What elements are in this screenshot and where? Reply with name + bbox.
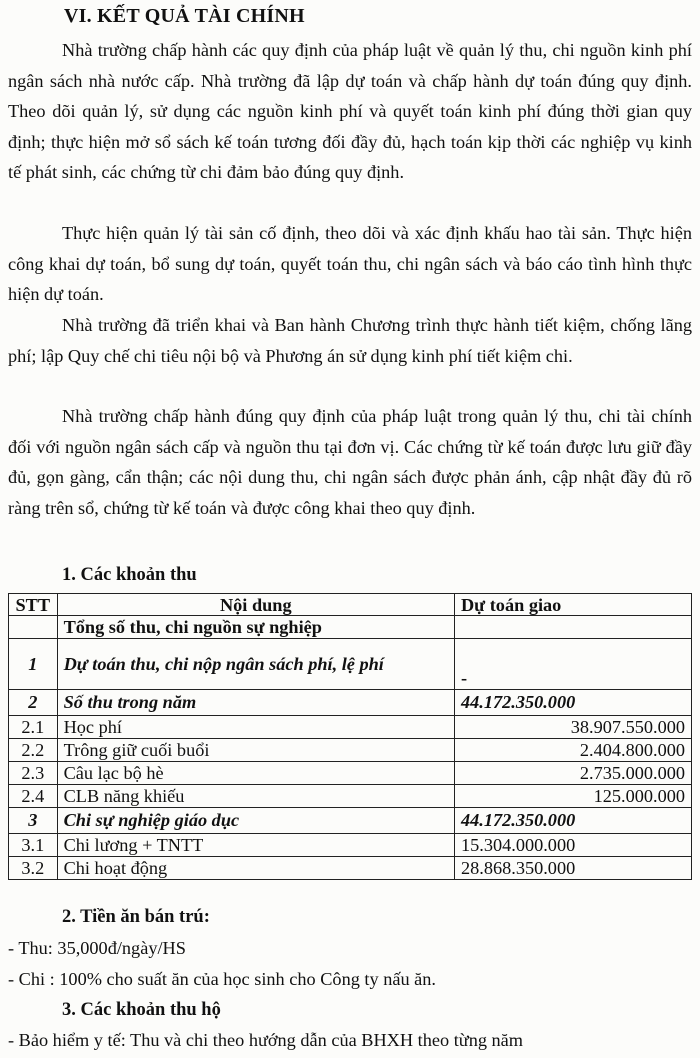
row-content: Chi lương + TNTT: [57, 834, 454, 857]
row-amount: 2.735.000.000: [454, 762, 691, 785]
row-stt: 3: [9, 808, 58, 834]
row-content: Dự toán thu, chi nộp ngân sách phí, lệ phí: [57, 639, 454, 690]
section-3-line-1: - Bảo hiểm y tế: Thu và chi theo hướng dẫn của BHXH theo từng năm: [8, 1030, 524, 1050]
paragraph-1-text: Nhà trường chấp hành các quy định của pháp luật về quản lý thu, chi nguồn kinh phí ngân sách nhà nước cấp. Nhà trường đã lập dự toán và chấp hành dự toán đúng quy định. Theo dõi quản lý, sử dụng các nguồn kinh phí và quyết toán kinh phí đúng thời gian quy định; thực hiện mở sổ sách kế toán tương đối đầy đủ, hạch toán kịp thời các nghiệp vụ kinh tế phát sinh, các chứng từ chi đảm bảo đúng quy định.: [8, 40, 692, 182]
row-content: Chi sự nghiệp giáo dục: [57, 808, 454, 834]
paragraph-4: [8, 401, 692, 523]
row-amount: 125.000.000: [454, 785, 691, 808]
table-row: [9, 716, 692, 739]
row-amount: [454, 616, 691, 639]
row-content: Tổng số thu, chi nguồn sự nghiệp: [57, 616, 454, 639]
row-stt: [9, 616, 58, 639]
row-stt: 3.1: [9, 834, 58, 857]
header-amount: Dự toán giao: [454, 594, 691, 616]
table-row: [9, 739, 692, 762]
row-amount: -: [454, 639, 691, 690]
row-content: Số thu trong năm: [57, 690, 454, 716]
row-content: Học phí: [57, 716, 454, 739]
row-stt: 2.3: [9, 762, 58, 785]
table-header-row: [9, 594, 692, 616]
row-amount: 2.404.800.000: [454, 739, 691, 762]
section-3-title: 3. Các khoản thu hộ: [62, 1000, 221, 1020]
paragraph-1: [8, 35, 692, 188]
section-1-title: 1. Các khoản thu: [62, 565, 197, 585]
row-stt: 2.4: [9, 785, 58, 808]
table-row: [9, 616, 692, 639]
paragraph-2-text: Thực hiện quản lý tài sản cố định, theo dõi và xác định khấu hao tài sản. Thực hiện công khai dự toán, bổ sung dự toán, quyết toán thu, chi ngân sách và báo cáo tình hình thực hiện dự toán.: [8, 223, 692, 304]
header-stt: STT: [9, 594, 58, 616]
header-content: Nội dung: [57, 594, 454, 616]
row-amount: 44.172.350.000: [454, 808, 691, 834]
paragraph-3-text: Nhà trường đã triển khai và Ban hành Chương trình thực hành tiết kiệm, chống lãng phí; lập Quy chế chi tiêu nội bộ và Phương án sử dụng kinh phí tiết kiệm chi.: [8, 315, 692, 366]
row-content: Chi hoạt động: [57, 857, 454, 880]
paragraph-3: [8, 310, 692, 371]
paragraph-2: [8, 218, 692, 310]
table-row: [9, 834, 692, 857]
revenue-table: [8, 593, 692, 880]
row-stt: 1: [9, 639, 58, 690]
row-content: CLB năng khiếu: [57, 785, 454, 808]
row-amount: 38.907.550.000: [454, 716, 691, 739]
row-content: Câu lạc bộ hè: [57, 762, 454, 785]
table-row: [9, 639, 692, 690]
row-stt: 2.1: [9, 716, 58, 739]
table-row: [9, 808, 692, 834]
row-stt: 2: [9, 690, 58, 716]
section-heading: VI. KẾT QUẢ TÀI CHÍNH: [64, 5, 305, 27]
table-row: [9, 857, 692, 880]
row-stt: 3.2: [9, 857, 58, 880]
table-row: [9, 785, 692, 808]
row-stt: 2.2: [9, 739, 58, 762]
table-row: [9, 690, 692, 716]
table-row: [9, 762, 692, 785]
row-amount: 28.868.350.000: [454, 857, 691, 880]
row-content: Trông giữ cuối buổi: [57, 739, 454, 762]
row-amount: 15.304.000.000: [454, 834, 691, 857]
row-amount: 44.172.350.000: [454, 690, 691, 716]
paragraph-4-text: Nhà trường chấp hành đúng quy định của pháp luật trong quản lý thu, chi tài chính đối với nguồn ngân sách cấp và nguồn thu tại đơn vị. Các chứng từ kế toán được lưu giữ đầy đủ, gọn gàng, cẩn thận; các nội dung thu, chi ngân sách được phản ánh, cập nhật đầy đủ rõ ràng trên sổ, chứng từ kế toán và được công khai theo quy định.: [8, 406, 692, 518]
section-2-line-1: - Thu: 35,000đ/ngày/HS: [8, 938, 186, 958]
section-2-title: 2. Tiền ăn bán trú:: [62, 907, 210, 927]
section-2-line-2: - Chi : 100% cho suất ăn của học sinh cho Công ty nấu ăn.: [8, 969, 437, 989]
